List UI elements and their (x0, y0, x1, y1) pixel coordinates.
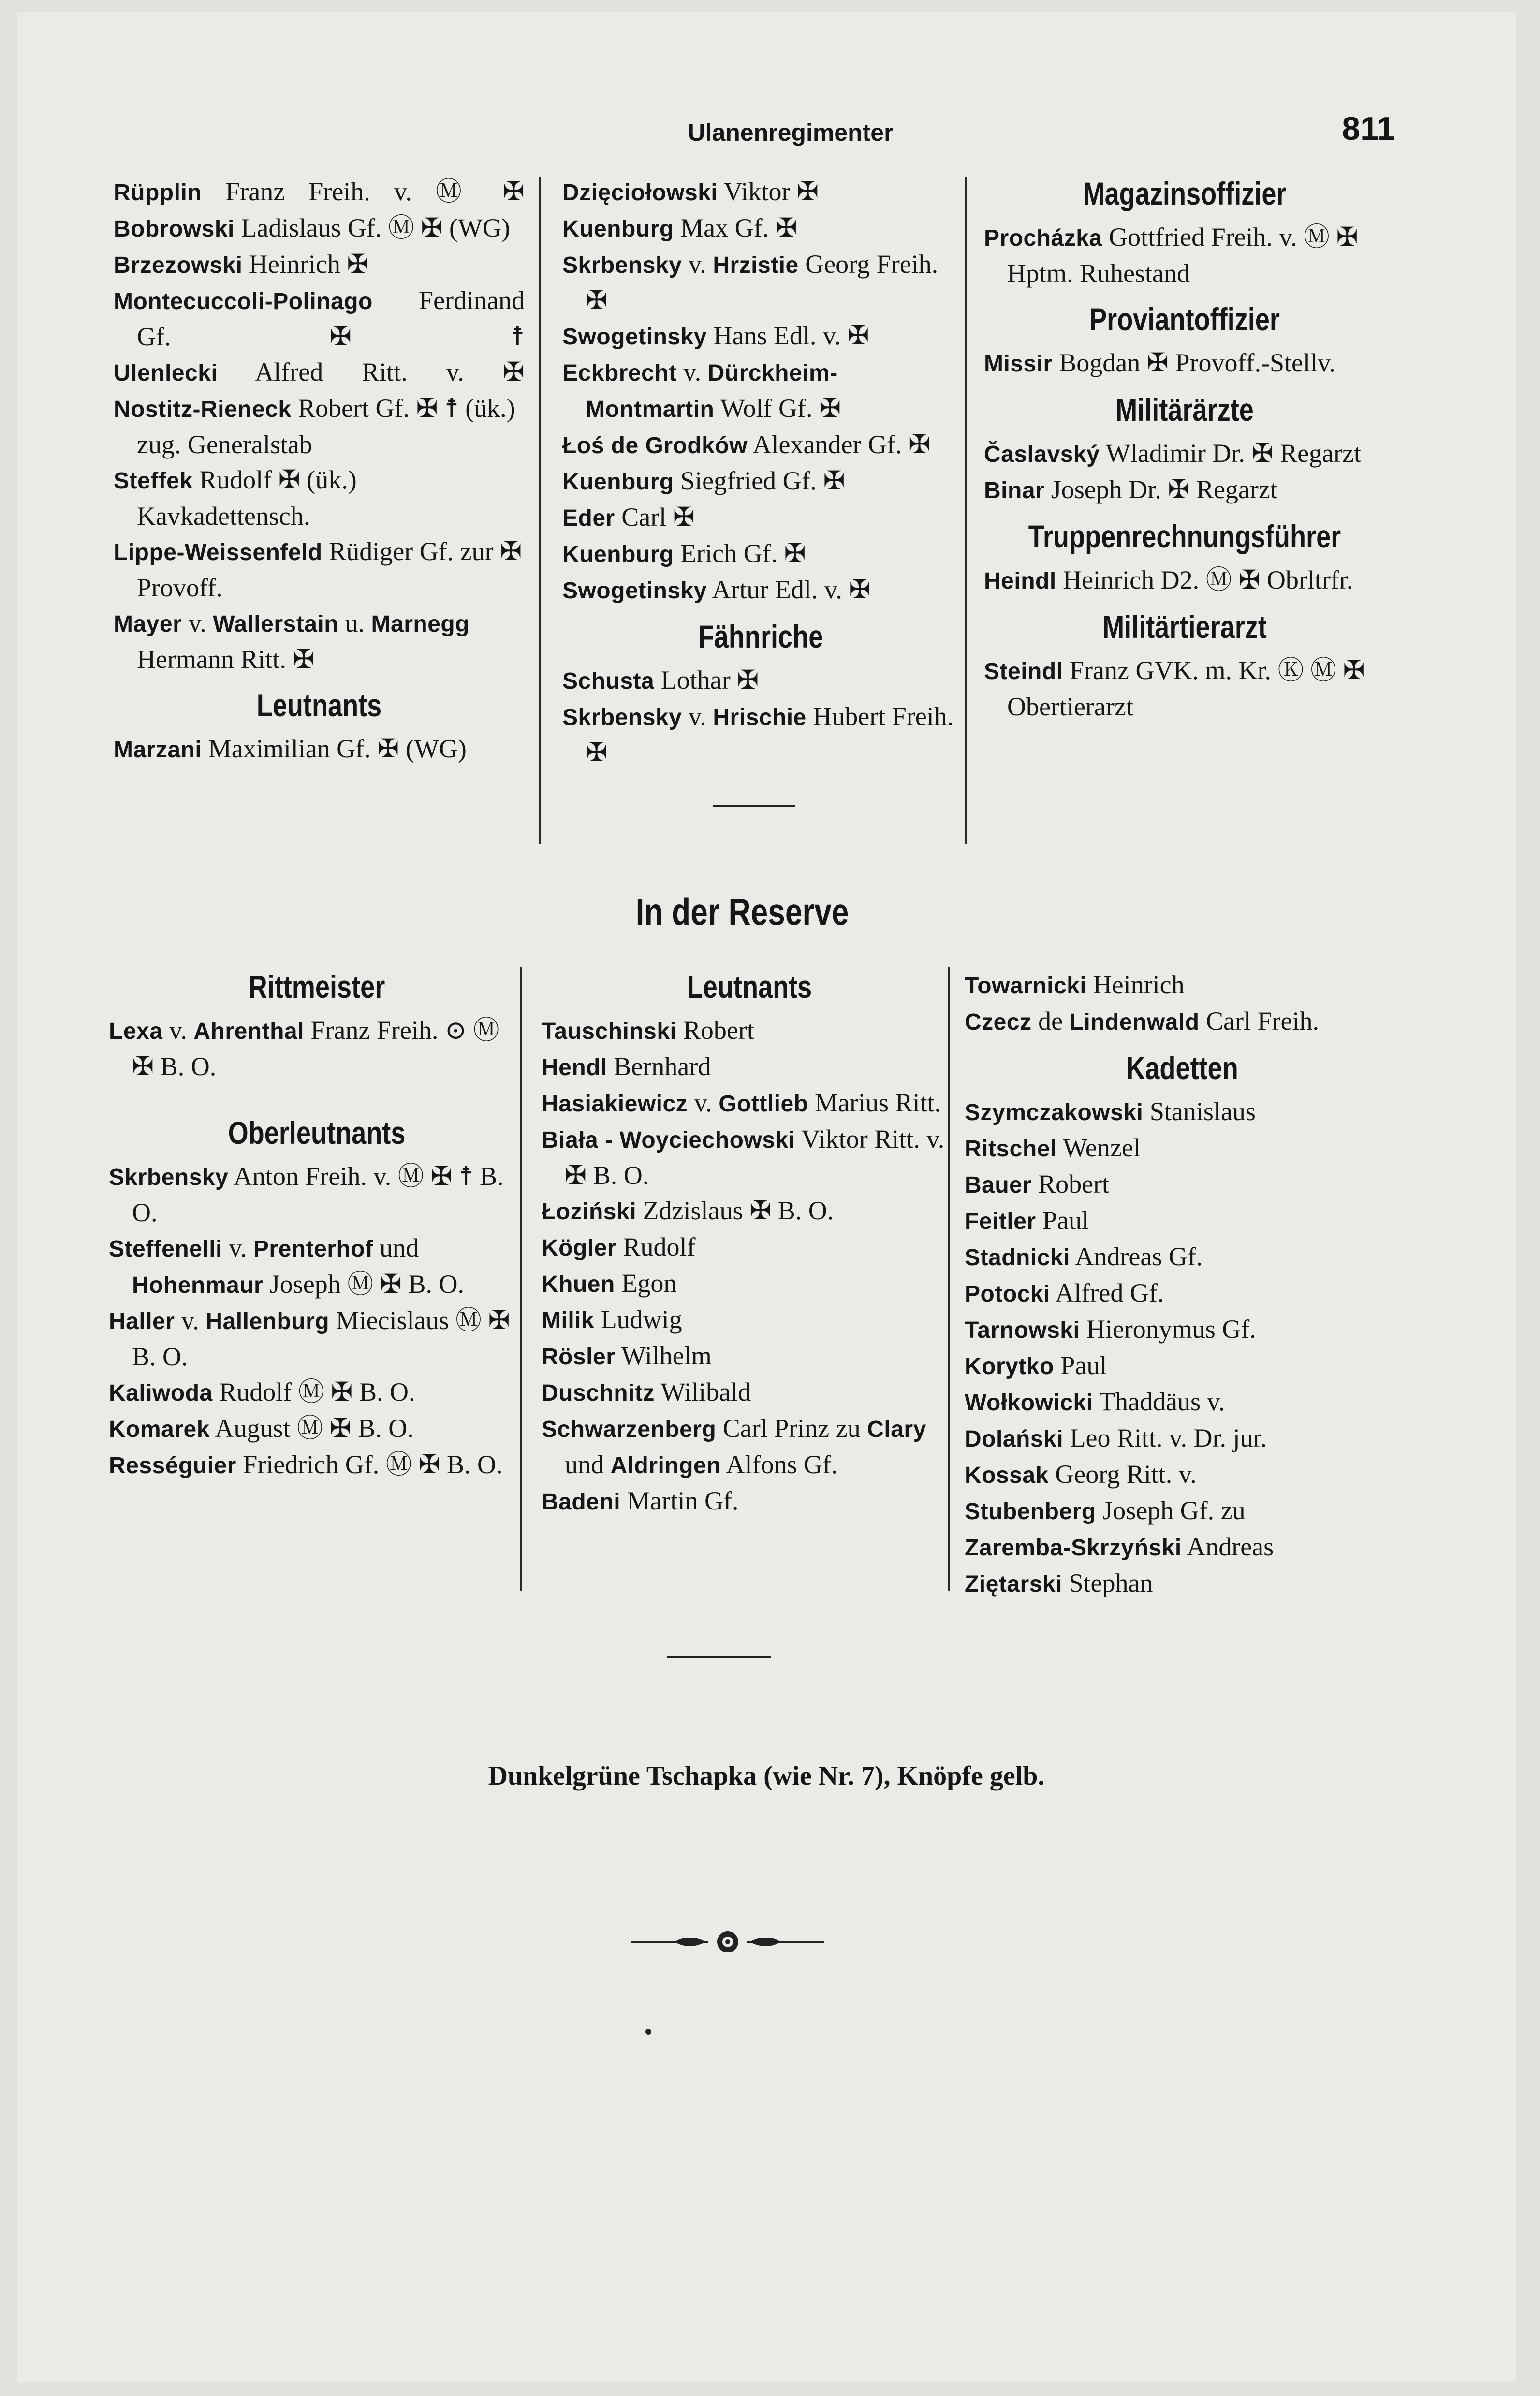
section-heading: Truppenrechnungsführer (1028, 518, 1341, 554)
entry: Schwarzenberg Carl Prinz zu Clary und Aldringen Alfons Gf. (542, 1414, 926, 1479)
entry: Marzani Maximilian Gf. ✠ (WG) (114, 734, 467, 763)
entry: Milik Ludwig (542, 1305, 682, 1334)
entry: Towarnicki Heinrich (965, 970, 1185, 999)
entry: Feitler Paul (965, 1206, 1089, 1235)
entry: Rüpplin Franz Freih. v. Ⓜ ✠ (114, 177, 525, 206)
top-right-column (984, 174, 1385, 725)
section-heading: Militärärzte (1115, 392, 1254, 428)
column-divider (965, 177, 967, 844)
entry: Swogetinsky Hans Edl. v. ✠ (562, 321, 869, 350)
entry: Lippe-Weissenfeld Rüdiger Gf. zur ✠ Provoff. (114, 537, 522, 602)
section-rule (667, 1656, 771, 1658)
ornament-divider-icon (626, 1927, 829, 1956)
entry: Steffek Rudolf ✠ (ük.) Kavkadettensch. (114, 465, 357, 531)
entry: Schusta Lothar ✠ (562, 666, 759, 695)
entry: Eder Carl ✠ (562, 503, 695, 532)
section-heading: Militärtierarzt (1102, 609, 1267, 645)
entry: Lexa v. Ahrenthal Franz Freih. ⊙ Ⓜ ✠ B. O. (109, 1016, 499, 1081)
entry: Eckbrecht v. Dürckheim-Montmartin Wolf Gf. ✠ (562, 357, 841, 423)
entry: Kögler Rudolf (542, 1232, 696, 1261)
section-heading: Leutnants (256, 687, 382, 723)
entry: Wołkowicki Thaddäus v. (965, 1387, 1225, 1416)
top-middle-column (562, 174, 959, 770)
entry: Binar Joseph Dr. ✠ Regarzt (984, 475, 1277, 504)
entry: Khuen Egon (542, 1269, 677, 1298)
entry: Stubenberg Joseph Gf. zu (965, 1496, 1246, 1525)
section-heading: Magazinsoffizier (1083, 176, 1287, 211)
entry: Steffenelli v. Prenterhof und Hohenmaur Joseph Ⓜ ✠ B. O. (109, 1233, 464, 1299)
entry: Komarek August Ⓜ ✠ B. O. (109, 1414, 414, 1443)
entry: Ziętarski Stephan (965, 1568, 1153, 1597)
top-left-column (114, 174, 525, 768)
column-divider (948, 967, 950, 1591)
entry: Časlavský Wladimir Dr. ✠ Regarzt (984, 439, 1361, 468)
entry: Brzezowski Heinrich ✠ (114, 250, 369, 279)
entry: Kossak Georg Ritt. v. (965, 1460, 1197, 1489)
section-heading: Oberleutnants (228, 1115, 406, 1151)
entry: Czecz de Lindenwald Carl Freih. (965, 1006, 1319, 1035)
entry: Steindl Franz GVK. m. Kr. Ⓚ Ⓜ ✠ Obertierarzt (984, 656, 1365, 721)
footnote-uniform: Dunkelgrüne Tschapka (wie Nr. 7), Knöpfe gelb. (488, 1761, 1045, 1791)
entry: Nostitz-Rieneck Robert Gf. ✠ ☨ (ük.) zug. Generalstab (114, 394, 515, 459)
bottom-middle-column (542, 967, 957, 1520)
section-heading: Proviantoffizier (1089, 301, 1280, 337)
entry: Hendl Bernhard (542, 1052, 711, 1081)
entry: Tauschinski Robert (542, 1016, 754, 1045)
page-header-title: Ulanenregimenter (688, 119, 894, 146)
entry: Łoziński Zdzislaus ✠ B. O. (542, 1196, 834, 1225)
entry: Rösler Wilhelm (542, 1341, 712, 1370)
entry: Tarnowski Hieronymus Gf. (965, 1315, 1256, 1344)
entry: Korytko Paul (965, 1351, 1107, 1380)
entry: Skrbensky Anton Freih. v. Ⓜ ✠ ☨ B. O. (109, 1162, 504, 1227)
entry: Ulenlecki Alfred Ritt. v. ✠ (114, 357, 525, 386)
reserve-heading: In der Reserve (635, 890, 849, 933)
entry: Hasiakiewicz v. Gottlieb Marius Ritt. (542, 1088, 941, 1117)
page-number: 811 (1342, 110, 1395, 147)
entry: Rességuier Friedrich Gf. Ⓜ ✠ B. O. (109, 1450, 503, 1479)
entry: Potocki Alfred Gf. (965, 1278, 1164, 1307)
section-heading: Rittmeister (248, 969, 385, 1005)
entry: Stadnicki Andreas Gf. (965, 1242, 1203, 1271)
entry: Haller v. Hallenburg Miecislaus Ⓜ ✠ B. O. (109, 1306, 510, 1371)
column-divider (520, 967, 522, 1591)
entry: Mayer v. Wallerstain u. Marnegg Hermann Ritt. ✠ (114, 608, 470, 674)
entry: Duschnitz Wilibald (542, 1377, 751, 1406)
entry: Swogetinsky Artur Edl. v. ✠ (562, 575, 871, 604)
entry: Kuenburg Max Gf. ✠ (562, 213, 797, 242)
bottom-right-column (965, 967, 1400, 1602)
entry: Dzięciołowski Viktor ✠ (562, 177, 819, 206)
printer-mark (645, 2029, 651, 2035)
entry: Bauer Robert (965, 1169, 1110, 1198)
column-divider (539, 177, 541, 844)
entry: Bobrowski Ladislaus Gf. Ⓜ ✠ (WG) (114, 213, 510, 242)
entry: Łoś de Grodków Alexander Gf. ✠ (562, 430, 931, 459)
entry: Skrbensky v. Hrzistie Georg Freih. ✠ (562, 250, 939, 315)
entry: Szymczakowski Stanislaus (965, 1097, 1256, 1126)
entry: Ritschel Wenzel (965, 1133, 1141, 1162)
entry: Kuenburg Erich Gf. ✠ (562, 539, 806, 568)
entry: Kuenburg Siegfried Gf. ✠ (562, 466, 845, 495)
entry: Biała - Woyciechowski Viktor Ritt. v. ✠ B. O. (542, 1124, 945, 1190)
entry: Heindl Heinrich D2. Ⓜ ✠ Obrltrfr. (984, 565, 1353, 594)
entry: Zaremba-Skrzyński Andreas (965, 1532, 1274, 1561)
section-heading: Leutnants (687, 969, 812, 1005)
bottom-left-column (109, 967, 525, 1483)
entry: Procházka Gottfried Freih. v. Ⓜ ✠ Hptm. Ruhestand (984, 222, 1358, 288)
entry: Skrbensky v. Hrischie Hubert Freih. ✠ (562, 702, 954, 767)
entry: Dolański Leo Ritt. v. Dr. jur. (965, 1423, 1267, 1452)
entry: Kaliwoda Rudolf Ⓜ ✠ B. O. (109, 1377, 415, 1406)
entry: Badeni Martin Gf. (542, 1486, 739, 1515)
rule (713, 805, 795, 807)
section-heading: Fähnriche (698, 619, 823, 654)
entry: Missir Bogdan ✠ Provoff.-Stellv. (984, 348, 1335, 377)
document-page (17, 12, 1516, 2382)
section-heading: Kadetten (1126, 1050, 1238, 1086)
entry: Montecuccoli-Polinago Ferdinand Gf. ✠ ☨ (114, 286, 525, 351)
